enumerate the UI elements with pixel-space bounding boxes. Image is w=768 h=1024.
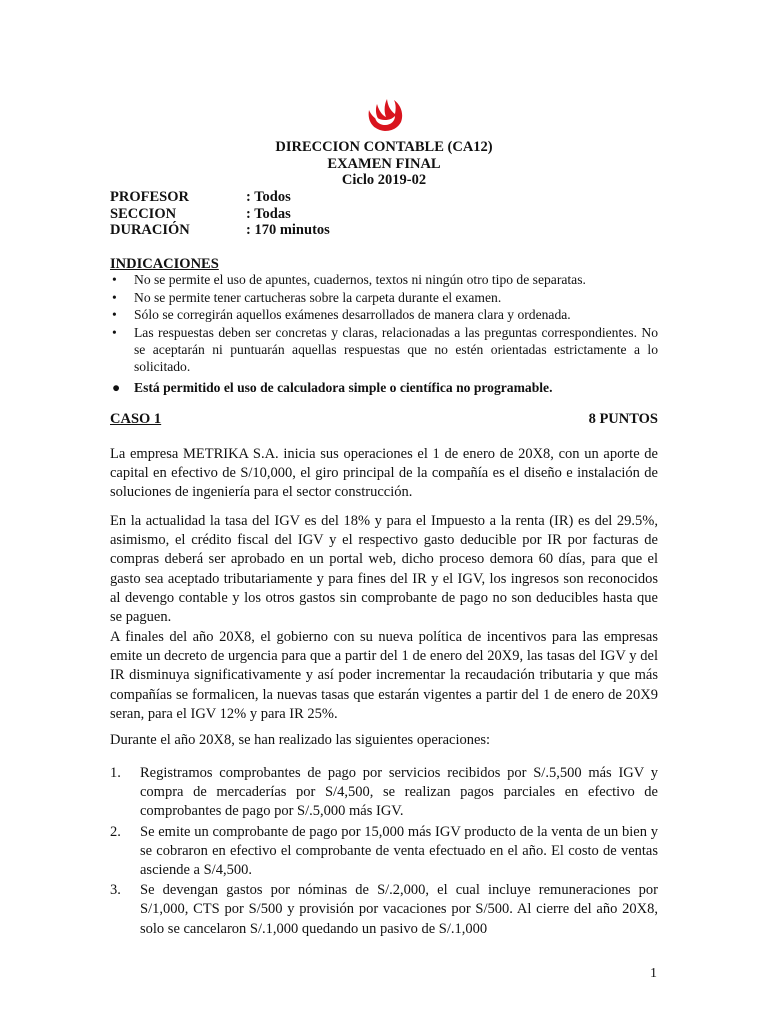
list-item: • No se permite el uso de apuntes, cuadernos, textos ni ningún otro tipo de separatas.: [112, 272, 586, 287]
page-number: 1: [650, 966, 657, 981]
operations-list: [110, 764, 658, 940]
exam-title: EXAMEN FINAL: [327, 156, 441, 172]
course-title: DIRECCION CONTABLE (CA12): [275, 139, 493, 155]
list-item: ● Está permitido el uso de calculadora simple o científica no programable.: [112, 379, 553, 395]
case-title: CASO 1: [110, 411, 162, 427]
list-item: 2. Se emite un comprobante de pago por 15,000 más IGV producto de la venta de un bien y se cobraron en efectivo el comprobante de venta efectuado en el año. El costo de ventas asciende a S/4,500.: [110, 823, 658, 879]
case-paragraph: En la actualidad la tasa del IGV es del 18% y para el Impuesto a la renta (IR) es del 29.5%, asimismo, el crédito fiscal del IGV y el respectivo gasto deducible por IR por facturas de compras deberá ser aprobado en un portal web, dicho proceso demora 60 días, para que el gasto sea aceptado tributariamente y para fines del IR y el IGV, los ingresos son reconocidos al devengo contable y los otros gastos sin comprobante de pago no son deducibles hasta que se paguen.: [110, 513, 658, 626]
meta-label: DURACIÓN: [110, 222, 190, 238]
list-item: • Las respuestas deben ser concretas y claras, relacionadas a las preguntas correspondientes. No se aceptarán ni puntuarán aquellas respuestas que no estén orientadas estrictamente a lo solicitado.: [112, 324, 658, 374]
meta-row-profesor: [110, 189, 291, 206]
meta-label: PROFESOR: [110, 189, 189, 205]
list-item: • No se permite tener cartucheras sobre la carpeta durante el examen.: [112, 289, 502, 305]
meta-value: : Todos: [246, 189, 291, 205]
meta-value: : Todas: [246, 206, 291, 222]
list-item: • Sólo se corregirán aquellos exámenes desarrollados de manera clara y ordenada.: [112, 307, 571, 322]
case-paragraph: La empresa METRIKA S.A. inicia sus operaciones el 1 de enero de 20X8, con un aporte de capital en efectivo de S/10,000, el giro principal de la compañía es el diseño e instalación de soluciones de ingeniería para el sector construcción.: [110, 446, 658, 501]
indicaciones-list: [110, 271, 658, 396]
meta-label: SECCION: [110, 206, 177, 222]
meta-row-duracion: [110, 222, 330, 239]
list-item: 3. Se devengan gastos por nóminas de S/.2,000, el cual incluye remuneraciones por S/1,000, CTS por S/500 y provisión por vacaciones por S/500. Al cierre del año 20X8, solo se cancelaron S/.1,000 quedando un pasivo de S/.1,000: [110, 882, 658, 937]
indicaciones-title: INDICACIONES: [110, 256, 219, 272]
case-heading: [110, 411, 658, 428]
list-item: 1. Registramos comprobantes de pago por servicios recibidos por S/.5,500 más IGV y compra de mercaderías por S/4,500, se realizan pagos parciales en efectivo de comprobantes de pago por S/.5,000 más IGV.: [110, 765, 658, 820]
case-paragraph: A finales del año 20X8, el gobierno con su nueva política de incentivos para las empresas emite un decreto de urgencia para que a partir del 1 de enero del 20X9, las tasas del IGV y del IR disminuya significativamente y así poder incrementar la recaudación tributaria y que más compañías se formalicen, la nuevas tasas que estarán vigentes a partir del 1 de enero de 20X9 seran, para el IGV 12% y para IR 25%.: [110, 629, 658, 722]
meta-row-seccion: [110, 206, 291, 223]
exam-cycle: Ciclo 2019-02: [341, 172, 427, 188]
meta-value: : 170 minutos: [246, 222, 330, 238]
case-points: 8 PUNTOS: [588, 411, 658, 427]
university-logo-icon: [365, 92, 405, 132]
case-paragraph: Durante el año 20X8, se han realizado las siguientes operaciones:: [110, 732, 491, 748]
